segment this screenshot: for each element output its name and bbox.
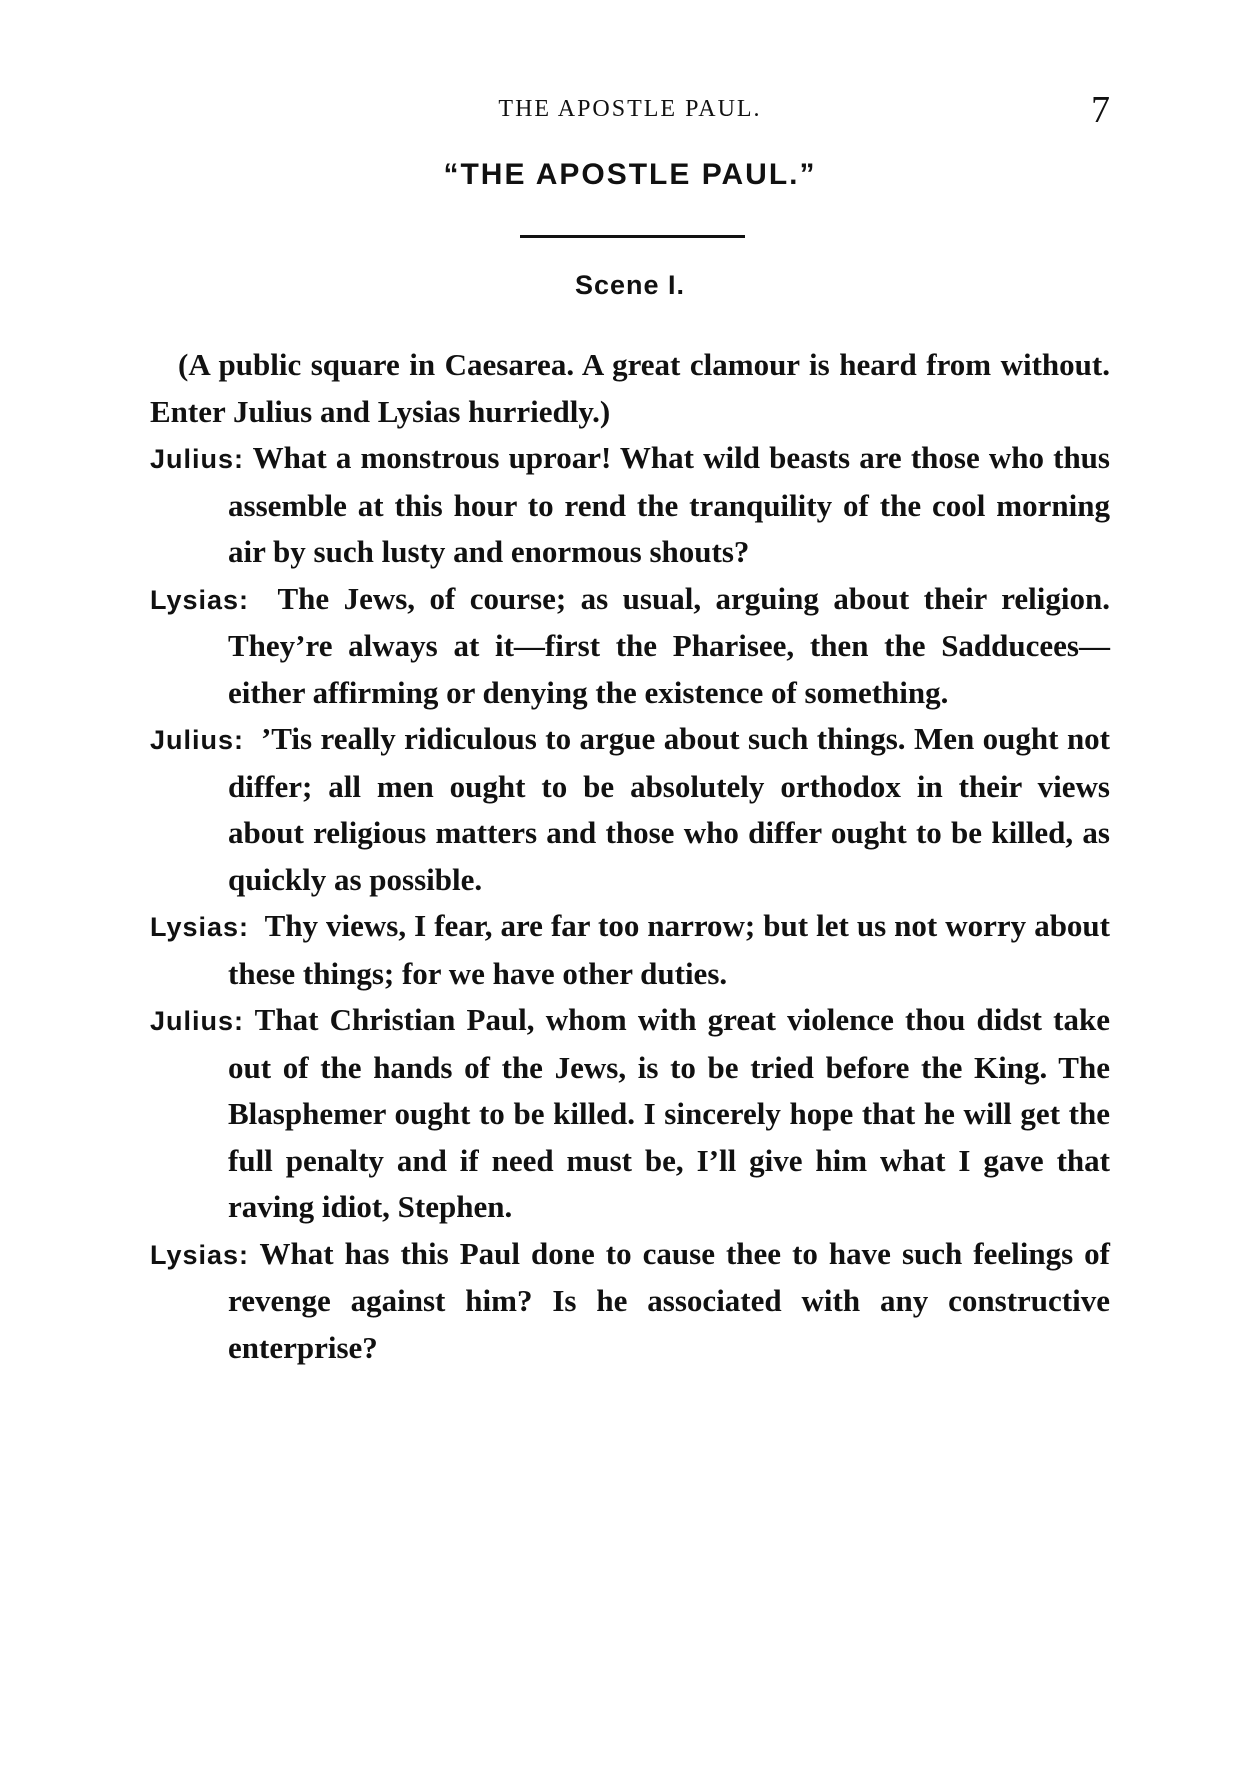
speech-lysias-2 bbox=[150, 903, 1110, 997]
speaker-name: Julius: bbox=[150, 1006, 245, 1036]
speech-text: ’Tis really ridiculous to argue about such things. Men ought not differ; all men ought to be absolutely orthodox in their views about religious matters and those who differ ought to be killed, as quickly as possible. bbox=[228, 721, 1111, 897]
speech-text: Thy views, I fear, are far too narrow; but let us not worry about these things; for we have other duties. bbox=[228, 908, 1110, 991]
speaker-name: Julius: bbox=[150, 725, 245, 755]
speech-julius-3 bbox=[150, 997, 1110, 1231]
running-head bbox=[150, 90, 1110, 130]
speech-text: What has this Paul done to cause thee to have such feelings of revenge against him? Is he associated with any constructive enterprise? bbox=[228, 1235, 1110, 1365]
page-number: 7 bbox=[1091, 89, 1110, 131]
speech-julius-1 bbox=[150, 435, 1110, 576]
speech-text: That Christian Paul, whom with great violence thou didst take out of the hands of the Jews, is to be tried before the King. The Blasphemer ought to be killed. I sincerely hope that he will get the full penalty and if need must be, I’ll give him what I gave that raving idiot, Stephen. bbox=[228, 1002, 1111, 1224]
speech-lysias-3 bbox=[150, 1231, 1110, 1372]
speech-julius-2 bbox=[150, 716, 1110, 903]
speaker-name: Lysias: bbox=[150, 1239, 250, 1270]
running-title: THE APOSTLE PAUL. bbox=[498, 96, 762, 122]
speech-lysias-1 bbox=[150, 576, 1110, 717]
speaker-name: Lysias: bbox=[150, 912, 250, 942]
speaker-name: Lysias: bbox=[150, 584, 250, 615]
play-text bbox=[150, 342, 1110, 1371]
play-title: “THE APOSTLE PAUL.” bbox=[443, 158, 817, 191]
speech-text: What a monstrous uproar! What wild beasts are those who thus assemble at this hour to rend the tranquility of the cool morning air by such lusty and enormous shouts? bbox=[228, 440, 1110, 569]
speaker-name: Julius: bbox=[150, 444, 245, 474]
title-rule bbox=[520, 235, 745, 238]
stage-direction: (A public square in Caesarea. A great clamour is heard from without. Enter Julius and Lysias hurriedly.) bbox=[150, 347, 1110, 429]
speech-text: The Jews, of course; as usual, arguing about their religion. They’re always at it—first the Pharisee, then the Sadducees—either affirming or denying the existence of something. bbox=[228, 580, 1110, 710]
scene-heading: Scene I. bbox=[574, 270, 686, 300]
